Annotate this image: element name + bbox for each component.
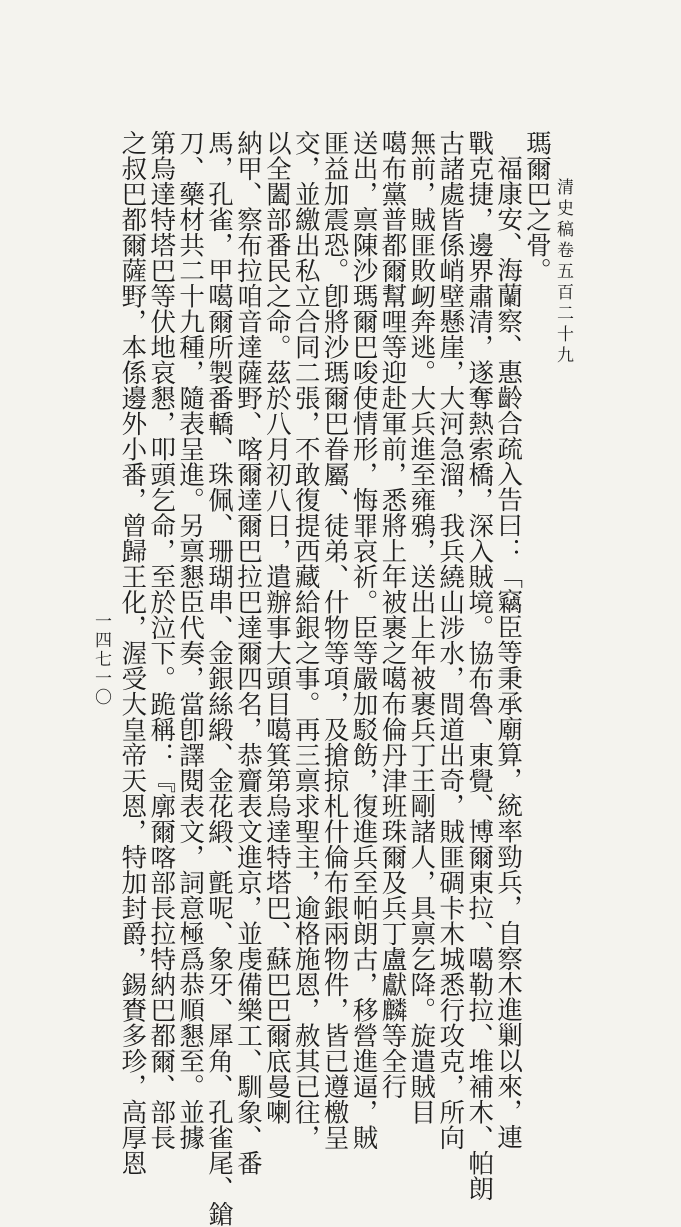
text-column: 送出，禀陳沙瑪爾巴唆使情形，悔罪哀祈。臣等嚴加駁飭，復進兵至帕朗古，移營進逼，賊 [348,130,379,1150]
text-column: 噶布黨普都爾幫哩等迎赴軍前，悉將上年被裹之噶布倫丹津班珠爾及兵丁盧獻麟等全行 [377,130,408,1099]
text-column: 匪益加震恐。卽將沙瑪爾巴眷屬、徒弟、什物等項，及搶掠札什倫布銀兩物件，皆已遵檄呈 [319,130,350,1150]
text-column: 古諸處皆係峭壁懸崖，大河急溜，我兵繞山涉水，間道出奇，賊匪碉卡木城悉行攻克，所向 [435,130,466,1150]
text-column: 福康安、海蘭察、惠齡合疏入告曰：「竊臣等秉承廟算，統率勁兵，自察木進剿以來，連 [493,155,524,1150]
text-column: 之叔巴都爾薩野，本係邊外小番，曾歸王化，渥受大皇帝天恩，特加封爵，錫賚多珍，高厚恩 [117,130,148,1176]
text-column: 瑪爾巴之骨。 [522,130,552,283]
text-column: 以全闔部番民之命。茲於八月初八日，遣辦事大頭目噶箕第烏達特塔巴、蘇巴巴爾底曼喇 [261,130,292,1125]
text-column: 納甲、察布拉咱音達薩野、喀爾達爾巴拉巴達爾四名，恭齎表文進京，並虔備樂工、馴象、番 [232,130,263,1176]
page-number: 一四七一〇 [91,612,111,707]
text-column: 戰克捷，邊界肅清，遂奪熱索橋，深入賊境。協布魯、東覺、博爾東拉、噶勒拉、堆補木、帕朗 [464,130,495,1201]
text-column: 無前，賊匪敗衂奔逃。大兵進至雍鴉，送出上年被裹兵丁王剛諸人，具禀乞降。旋遣賊目 [406,130,437,1125]
text-column: 第烏達特塔巴等伏地哀懇，叩頭乞命，至於泣下。跪稱：『廓爾喀部長拉特納巴都爾、部長 [146,130,177,1150]
running-head: 清史稿卷五百二十九 [553,178,573,367]
text-column: 馬，孔雀，甲噶爾所製番轎、珠佩、珊瑚串、金銀絲緞、金花緞、氈呢、象牙、犀角、孔雀尾、鎗 [204,130,235,1227]
main-text [117,130,552,1227]
text-column: 刀、藥材共二十九種，隨表呈進。另禀懇臣代奏，當卽譯閱表文，詞意極爲恭順懇至。並據 [175,130,206,1150]
text-column: 交，並繳出私立合同二張，不敢復提西藏給銀之事。再三禀求聖主，逾格施恩，赦其已往， [290,130,321,1150]
